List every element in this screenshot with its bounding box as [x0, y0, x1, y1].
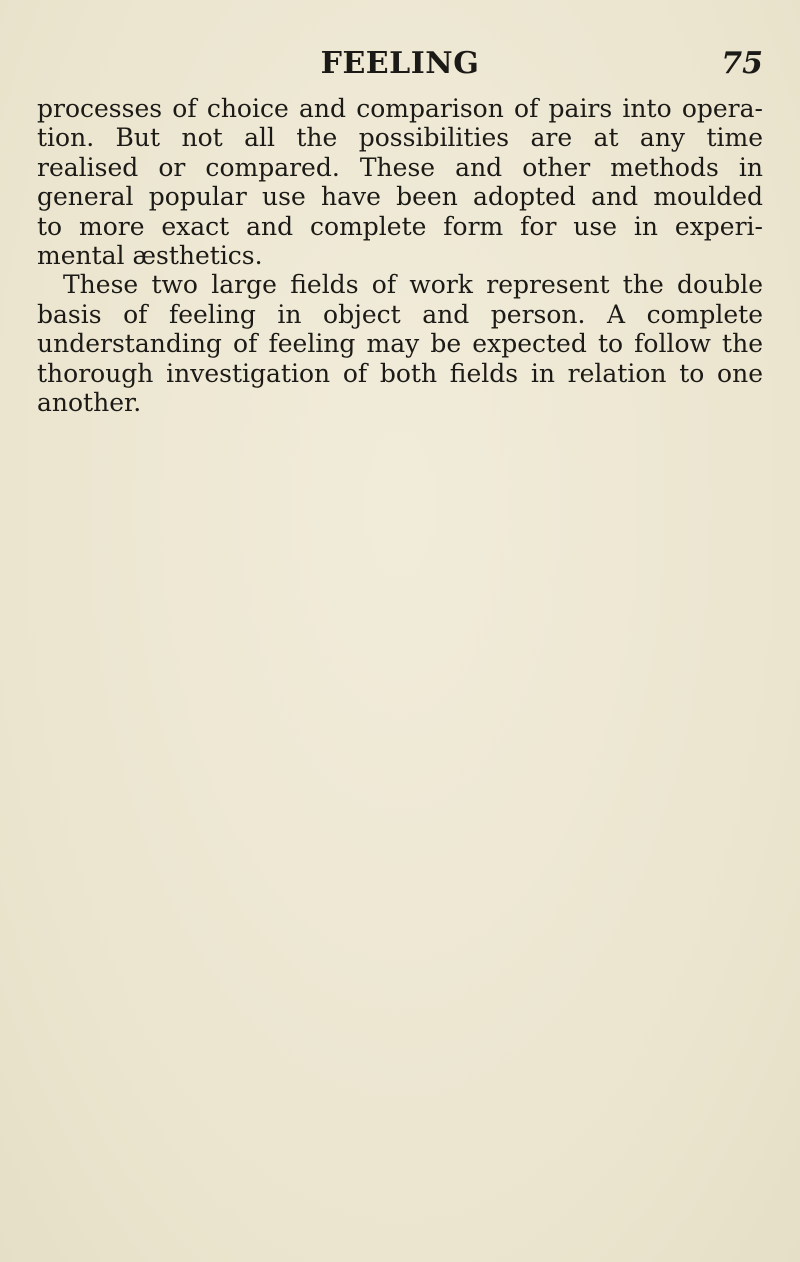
chapter-title: FEELING [320, 46, 480, 81]
text-line: another. [37, 388, 142, 418]
text-line: understanding of feeling may be expected to follow the [37, 329, 763, 359]
text-line: These two large fields of work represent the double [63, 270, 763, 300]
text-line: mental æsthetics. [37, 241, 263, 271]
text-line: to more exact and complete form for use in experi- [37, 211, 763, 241]
body-text [37, 94, 763, 417]
text-line: thorough investigation of both fields in relation to one [37, 358, 763, 388]
text-line: general popular use have been adopted and moulded [37, 182, 763, 212]
page-number: 75 [721, 46, 763, 81]
text-line: tion. But not all the possibilities are at any time [37, 123, 763, 153]
text-line: realised or compared. These and other methods in [37, 152, 763, 182]
paragraph-2 [37, 270, 763, 417]
text-line: processes of choice and comparison of pairs into opera- [37, 94, 763, 123]
paragraph-1 [37, 94, 763, 270]
running-head [0, 42, 800, 88]
text-line: basis of feeling in object and person. A complete [37, 299, 763, 329]
